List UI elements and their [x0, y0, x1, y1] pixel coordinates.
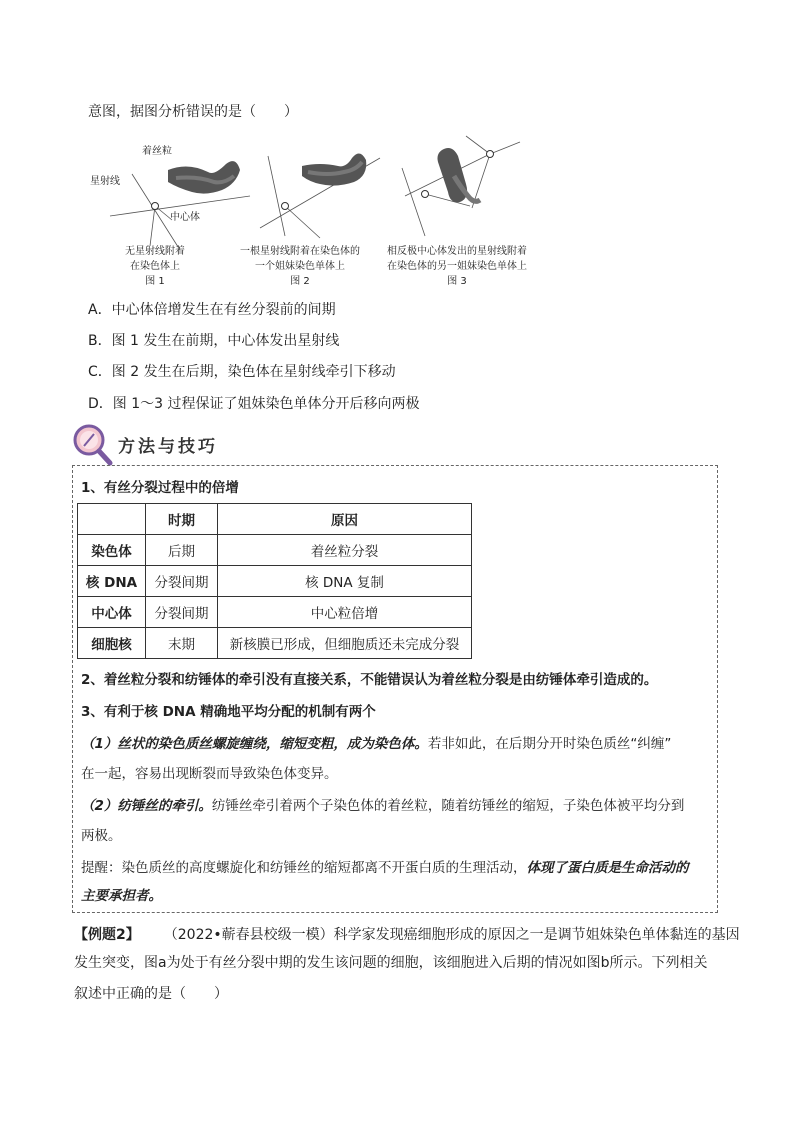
- question-stem: 意图，据图分析错误的是（ ）: [88, 104, 298, 120]
- option-a: A．中心体倍增发生在有丝分裂前的间期: [88, 302, 336, 318]
- figure-1-drawing: [110, 161, 250, 250]
- mechanism-2-text: 纺锤丝牵引着两个子染色体的着丝粒，随着纺锤丝的缩短，子染色体被平均分到: [211, 798, 685, 814]
- table-cell: 后期: [146, 535, 218, 566]
- table-cell: 细胞核: [78, 628, 146, 659]
- centrosome-label: 中心体: [170, 212, 200, 223]
- example-2: [74, 925, 740, 945]
- table-cell: 中心粒倍增: [218, 597, 472, 628]
- tip-text: 提醒：染色质丝的高度螺旋化和纺锤丝的缩短都离不开蛋白质的生理活动，: [81, 860, 527, 876]
- option-c: C．图 2 发生在后期，染色体在星射线牵引下移动: [88, 364, 396, 380]
- mechanism-1: [81, 734, 671, 754]
- example-2-tag: 【例题2】: [74, 927, 140, 943]
- table-cell: 末期: [146, 628, 218, 659]
- doubling-table: [77, 503, 472, 659]
- table-cell: 分裂间期: [146, 597, 218, 628]
- magnifier-icon: [70, 422, 114, 468]
- mechanism-2-emphasis: （2）纺锤丝的牵引。: [81, 798, 212, 814]
- mechanism-1-emphasis: （1）丝状的染色质丝螺旋缠绕，缩短变粗，成为染色体。: [81, 736, 428, 752]
- aster-label: 星射线: [90, 176, 120, 187]
- table-row: [78, 566, 472, 597]
- mechanism-2-cont: 两极。: [81, 828, 122, 844]
- option-d: D．图 1～3 过程保证了姐妹染色单体分开后移向两极: [88, 396, 420, 412]
- table-cell: 染色体: [78, 535, 146, 566]
- method-heading-3: 3、有利于核 DNA 精确地平均分配的机制有两个: [81, 704, 376, 720]
- tip-emphasis: 体现了蛋白质是生命活动的: [526, 860, 689, 876]
- table-header-cell: 原因: [218, 504, 472, 535]
- example-2-line-1: （2022•蕲春县校级一模）科学家发现癌细胞形成的原因之一是调节姐妹染色单体黏连的基因: [163, 927, 740, 943]
- table-header-cell: 时期: [146, 504, 218, 535]
- table-header-cell: [78, 504, 146, 535]
- method-point-2: 2、着丝粒分裂和纺锤体的牵引没有直接关系，不能错误认为着丝粒分裂是由纺锤体牵引造成的。: [81, 672, 658, 688]
- figure-3-drawing: [402, 136, 520, 236]
- table-cell: 着丝粒分裂: [218, 535, 472, 566]
- table-cell: 新核膜已形成，但细胞质还未完成分裂: [218, 628, 472, 659]
- method-heading-1: 1、有丝分裂过程中的倍增: [81, 480, 239, 496]
- figure-2-drawing: [260, 153, 380, 238]
- mechanism-1-cont: 在一起，容易出现断裂而导致染色体变异。: [81, 766, 338, 782]
- tip: [81, 858, 689, 878]
- example-2-line-3: 叙述中正确的是（ ）: [74, 986, 228, 1002]
- figure-1-caption: 无星射线附着 在染色体上 图 1: [125, 246, 185, 287]
- table-cell: 中心体: [78, 597, 146, 628]
- mechanism-1-text: 若非如此，在后期分开时染色质丝“纠缠”: [427, 736, 672, 752]
- tip-cont: 主要承担者。: [81, 888, 162, 904]
- table-header-row: [78, 504, 472, 535]
- option-b: B．图 1 发生在前期，中心体发出星射线: [88, 333, 340, 349]
- method-title: 方法与技巧: [118, 437, 218, 457]
- table-row: [78, 597, 472, 628]
- figure-2-caption: 一根星射线附着在染色体的 一个姐妹染色单体上 图 2: [240, 246, 360, 287]
- kinetochore-label: 着丝粒: [142, 146, 172, 157]
- chromosome-figure: [80, 128, 540, 290]
- table-cell: 分裂间期: [146, 566, 218, 597]
- table-row: [78, 535, 472, 566]
- example-2-line-2: 发生突变，图a为处于有丝分裂中期的发生该问题的细胞，该细胞进入后期的情况如图b所示。下列相关: [74, 955, 708, 971]
- mechanism-2: [81, 796, 684, 816]
- table-row: [78, 628, 472, 659]
- table-cell: 核 DNA: [78, 566, 146, 597]
- figure-3-caption: 相反极中心体发出的星射线附着 在染色体的另一姐妹染色单体上 图 3: [387, 246, 527, 287]
- table-cell: 核 DNA 复制: [218, 566, 472, 597]
- method-box: [72, 465, 718, 913]
